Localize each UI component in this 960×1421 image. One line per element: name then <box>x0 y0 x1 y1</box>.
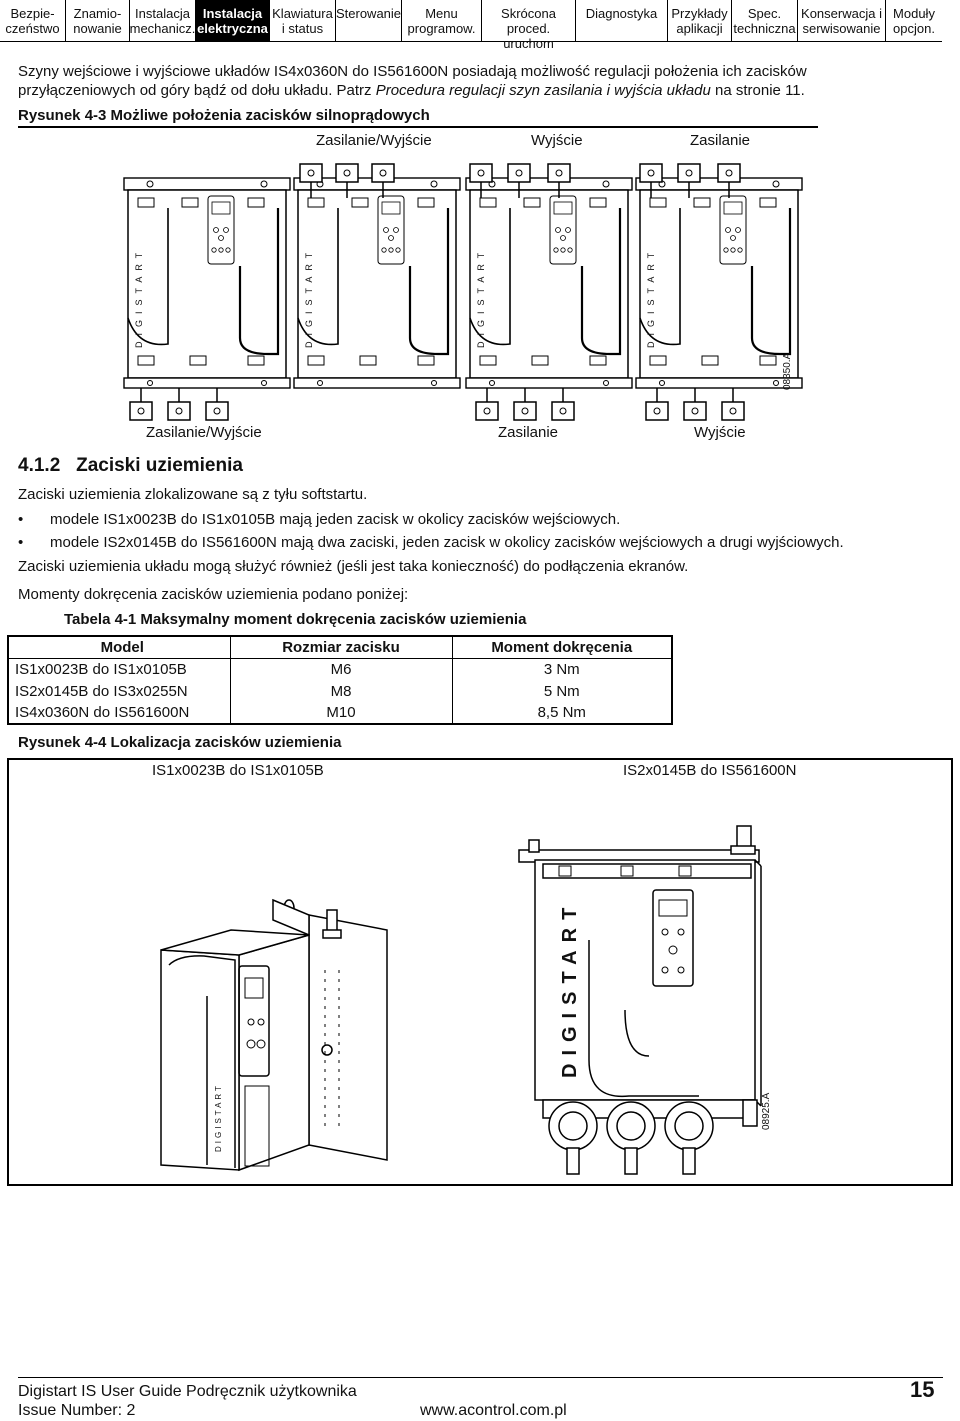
procedure-link[interactable]: Procedura regulacji szyn zasilania i wyjścia układu <box>375 82 711 99</box>
cell-torque: 8,5 Nm <box>452 702 672 724</box>
nav-tab[interactable] <box>196 0 270 42</box>
left-model-label: IS1x0023B do IS1x0105B <box>152 762 324 779</box>
brand-text-3: DIGISTART <box>476 246 486 348</box>
page-number: 15 <box>910 1377 935 1402</box>
intro-line-2-end: na stronie 11. <box>710 82 805 99</box>
brand-text-4: DIGISTART <box>646 246 656 348</box>
nav-tab-label: Spec. techniczna <box>733 6 796 36</box>
cell-size: M8 <box>230 680 452 702</box>
nav-tab-label: Moduły opcjon. <box>893 6 935 36</box>
bottom-label-output: Wyjście <box>694 424 746 441</box>
bottom-label-supply: Zasilanie <box>498 424 559 441</box>
nav-tab[interactable] <box>886 0 942 42</box>
figure-code: 08350.A <box>782 352 793 390</box>
top-label-supply: Zasilanie <box>690 132 751 149</box>
nav-tab-label: Instalacja elektryczna <box>197 6 268 36</box>
torque-table <box>7 635 673 725</box>
intro-line-2 <box>18 81 805 100</box>
figure-4-3-caption: Rysunek 4-3 Możliwe położenia zacisków silnoprądowych <box>18 107 430 124</box>
nav-tab[interactable] <box>0 0 66 42</box>
nav-tab-label: Skrócona proced. uruchom <box>501 6 556 51</box>
bullet-1: • modele IS1x0023B do IS1x0105B mają jeden zacisk w okolicy zacisków wejściowych. <box>18 511 621 528</box>
nav-tab[interactable] <box>576 0 668 42</box>
bullet-2-text: modele IS2x0145B do IS561600N mają dwa zaciski, jeden zacisk w okolicy zacisków wejściowych a drugi wyjściowych. <box>50 534 844 551</box>
right-unit-brand: DIGISTART <box>559 899 581 1078</box>
intro-line-1: Szyny wejściowe i wyjściowe układów IS4x0360N do IS561600N posiadają możliwość regulacji położenia ich zacisków <box>18 63 807 80</box>
nav-tab-label: Przykłady aplikacji <box>671 6 728 36</box>
bottom-label-supply-output: Zasilanie/Wyjście <box>146 424 262 441</box>
header-model: Model <box>8 636 230 658</box>
cell-size: M10 <box>230 702 452 724</box>
figure-4-4 <box>7 758 953 1186</box>
nav-tab[interactable] <box>798 0 886 42</box>
table-row <box>8 702 672 724</box>
cell-torque: 3 Nm <box>452 658 672 680</box>
top-navigation <box>0 0 960 51</box>
nav-tab[interactable] <box>66 0 130 42</box>
nav-tab-label: Konserwacja i serwisowanie <box>801 6 882 36</box>
brand-text-2: DIGISTART <box>304 246 314 348</box>
table-row <box>8 680 672 702</box>
nav-tab-label: Klawiatura i status <box>272 6 333 36</box>
nav-tab-label: Bezpie- czeństwo <box>5 6 60 36</box>
cell-torque: 5 Nm <box>452 680 672 702</box>
nav-tab[interactable] <box>482 0 576 51</box>
nav-tab-label: Diagnostyka <box>585 6 658 21</box>
figure-4-3 <box>18 126 818 450</box>
bullet-1-text: modele IS1x0023B do IS1x0105B mają jeden zacisk w okolicy zacisków wejściowych. <box>50 511 621 528</box>
figure-4-4-caption: Rysunek 4-4 Lokalizacja zacisków uziemienia <box>18 734 342 751</box>
ground-terminal-illustration <box>9 760 949 1180</box>
nav-tab-label: Znamio- nowanie <box>73 6 122 36</box>
section-paragraph-3: Momenty dokręcenia zacisków uziemienia podano poniżej: <box>18 586 409 603</box>
nav-tab[interactable] <box>270 0 336 42</box>
section-paragraph-1: Zaciski uziemienia zlokalizowane są z tyłu softstartu. <box>18 486 368 503</box>
header-terminal-size: Rozmiar zacisku <box>230 636 452 658</box>
table-row <box>8 658 672 680</box>
table-caption: Tabela 4-1 Maksymalny moment dokręcenia zacisków uziemienia <box>64 611 527 628</box>
footer-rule <box>18 1377 943 1378</box>
left-unit-brand: DIGISTART <box>214 1083 223 1152</box>
nav-tab[interactable] <box>336 0 402 42</box>
section-paragraph-2: Zaciski uziemienia układu mogą służyć również (jeśli jest taka konieczność) do podłączenia ekranów. <box>18 558 689 575</box>
footer-url[interactable]: www.acontrol.com.pl <box>420 1402 567 1419</box>
nav-tab[interactable] <box>732 0 798 42</box>
bullet-2: • modele IS2x0145B do IS561600N mają dwa zaciski, jeden zacisk w okolicy zacisków wejściowych a drugi wyjściowych. <box>18 534 844 551</box>
right-model-label: IS2x0145B do IS561600N <box>623 762 797 779</box>
top-label-output: Wyjście <box>531 132 583 149</box>
header-torque: Moment dokręcenia <box>452 636 672 658</box>
cell-size: M6 <box>230 658 452 680</box>
section-heading: 4.1.2 Zaciski uziemienia <box>18 455 243 476</box>
brand-text-1: DIGISTART <box>134 246 144 348</box>
cell-model: IS1x0023B do IS1x0105B <box>8 658 230 680</box>
nav-tab[interactable] <box>402 0 482 42</box>
cell-model: IS4x0360N do IS561600N <box>8 702 230 724</box>
nav-tab[interactable] <box>668 0 732 42</box>
top-label-supply-output: Zasilanie/Wyjście <box>316 132 432 149</box>
intro-line-2-start: przyłączeniowych od góry bądź od dołu układu. Patrz <box>18 82 376 99</box>
cell-model: IS2x0145B do IS3x0255N <box>8 680 230 702</box>
nav-tab[interactable] <box>130 0 196 42</box>
nav-tab-label: Sterowanie <box>335 6 402 21</box>
footer-issue: Issue Number: 2 <box>18 1402 136 1419</box>
table-header-row <box>8 636 672 658</box>
figure-4-4-code: 08925.A <box>761 1092 772 1130</box>
nav-tab-label: Instalacja mechanicz. <box>129 6 196 36</box>
footer-title: Digistart IS User Guide Podręcznik użytkownika <box>18 1383 357 1400</box>
nav-tab-label: Menu programow. <box>407 6 476 36</box>
